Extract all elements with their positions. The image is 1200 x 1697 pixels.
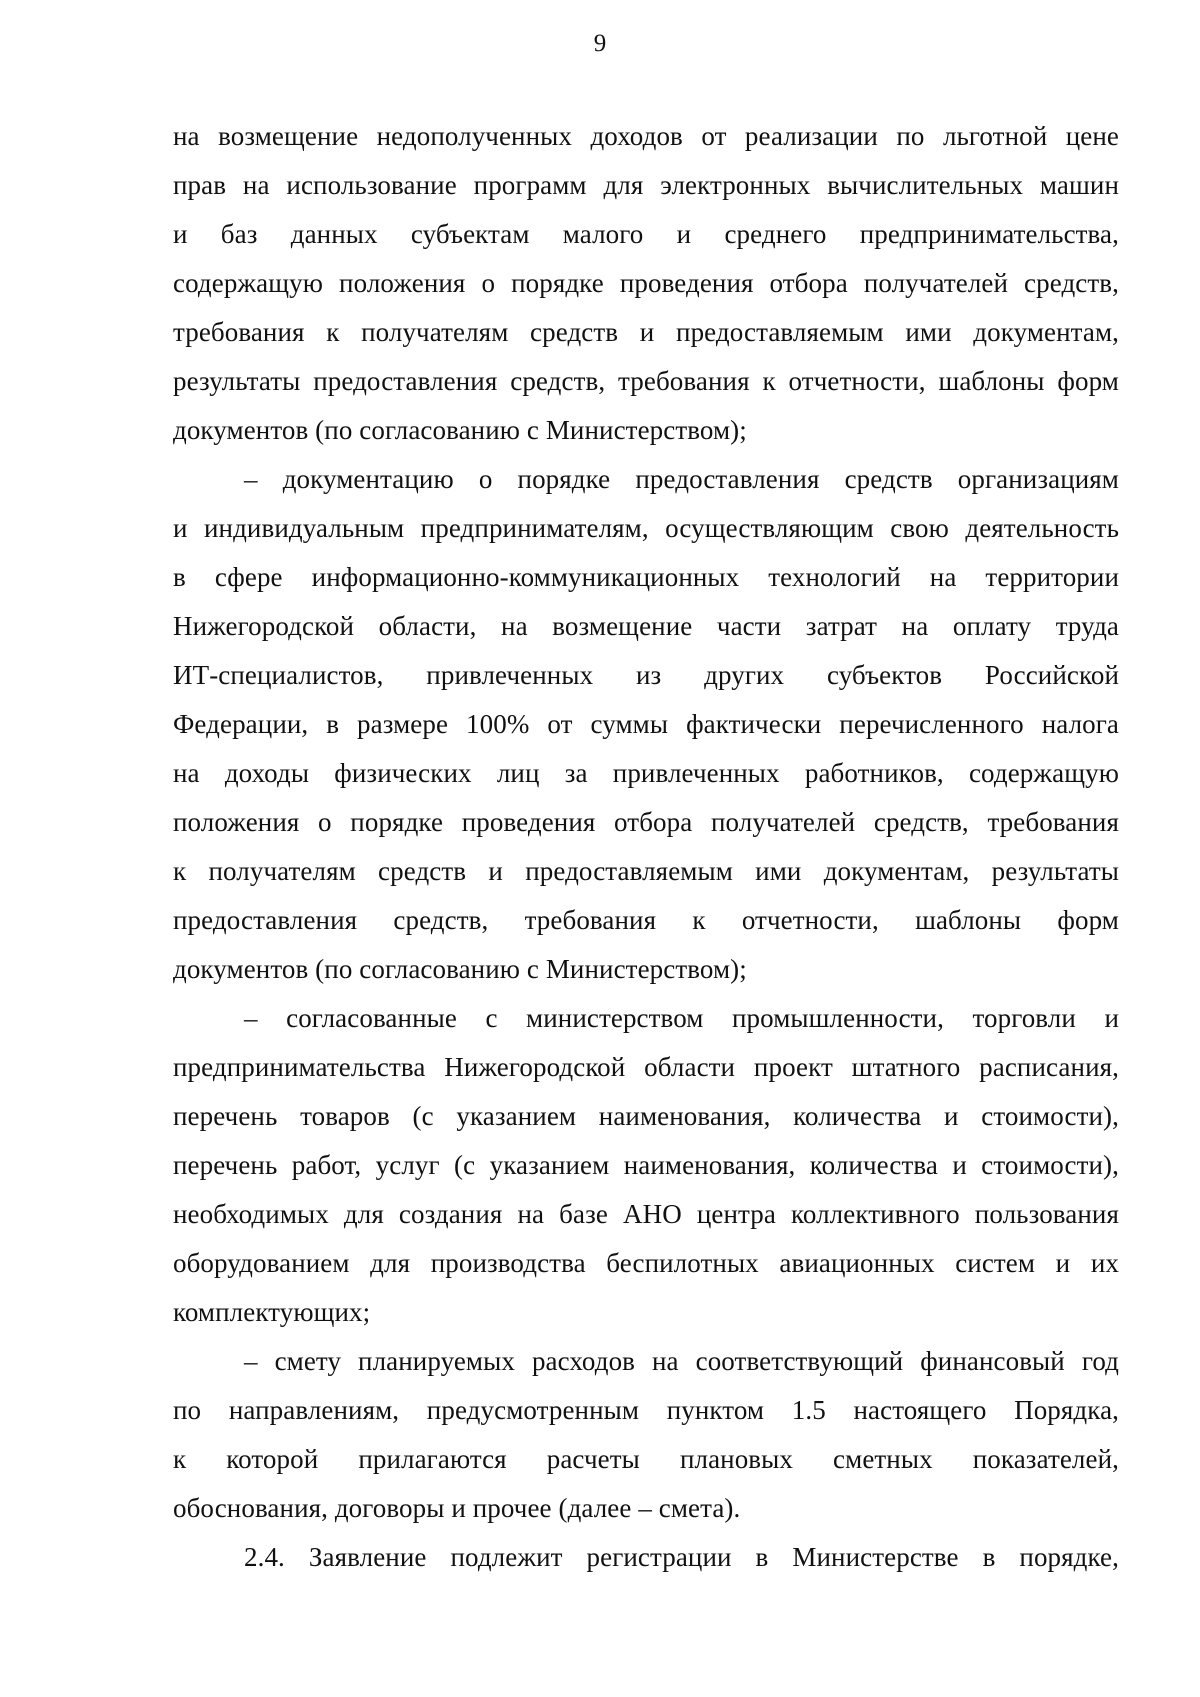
text-line: предоставления средств, требования к отчетности, шаблоны форм xyxy=(173,905,1119,935)
paragraph-first-line: – смету планируемых расходов на соответствующий финансовый год xyxy=(244,1346,1119,1376)
paragraph-first-line: – документацию о порядке предоставления средств организациям xyxy=(244,464,1119,494)
text-line: на доходы физических лиц за привлеченных работников, содержащую xyxy=(173,758,1119,788)
text-line: документов (по согласованию с Министерством); xyxy=(173,415,747,445)
text-line: в сфере информационно-коммуникационных технологий на территории xyxy=(173,562,1119,592)
text-line: прав на использование программ для электронных вычислительных машин xyxy=(173,170,1119,200)
text-line: документов (по согласованию с Министерством); xyxy=(173,954,747,984)
text-line: предпринимательства Нижегородской области проект штатного расписания, xyxy=(173,1052,1119,1082)
text-line: содержащую положения о порядке проведения отбора получателей средств, xyxy=(173,268,1119,298)
paragraph-first-line: 2.4. Заявление подлежит регистрации в Министерстве в порядке, xyxy=(244,1542,1119,1572)
text-line: на возмещение недополученных доходов от реализации по льготной цене xyxy=(173,121,1119,151)
text-line: комплектующих; xyxy=(173,1297,371,1327)
text-line: результаты предоставления средств, требования к отчетности, шаблоны форм xyxy=(173,366,1119,396)
text-line: ИТ-специалистов, привлеченных из других субъектов Российской xyxy=(173,660,1119,690)
text-line: необходимых для создания на базе АНО центра коллективного пользования xyxy=(173,1199,1119,1229)
page-number: 9 xyxy=(593,30,607,57)
text-line: перечень работ, услуг (с указанием наименования, количества и стоимости), xyxy=(173,1150,1119,1180)
text-line: Нижегородской области, на возмещение части затрат на оплату труда xyxy=(173,611,1119,641)
document-body xyxy=(173,112,1119,1582)
paragraph-first-line: – согласованные с министерством промышленности, торговли и xyxy=(244,1003,1119,1033)
text-line: и баз данных субъектам малого и среднего предпринимательства, xyxy=(173,219,1119,249)
text-line: требования к получателям средств и предоставляемым ими документам, xyxy=(173,317,1119,347)
text-line: по направлениям, предусмотренным пунктом 1.5 настоящего Порядка, xyxy=(173,1395,1119,1425)
text-line: оборудованием для производства беспилотных авиационных систем и их xyxy=(173,1248,1119,1278)
text-line: обоснования, договоры и прочее (далее – смета). xyxy=(173,1493,741,1523)
text-line: и индивидуальным предпринимателям, осуществляющим свою деятельность xyxy=(173,513,1119,543)
text-line: Федерации, в размере 100% от суммы фактически перечисленного налога xyxy=(173,709,1119,739)
text-line: перечень товаров (с указанием наименования, количества и стоимости), xyxy=(173,1101,1119,1131)
text-line: к получателям средств и предоставляемым ими документам, результаты xyxy=(173,856,1119,886)
text-line: положения о порядке проведения отбора получателей средств, требования xyxy=(173,807,1119,837)
text-line: к которой прилагаются расчеты плановых сметных показателей, xyxy=(173,1444,1119,1474)
